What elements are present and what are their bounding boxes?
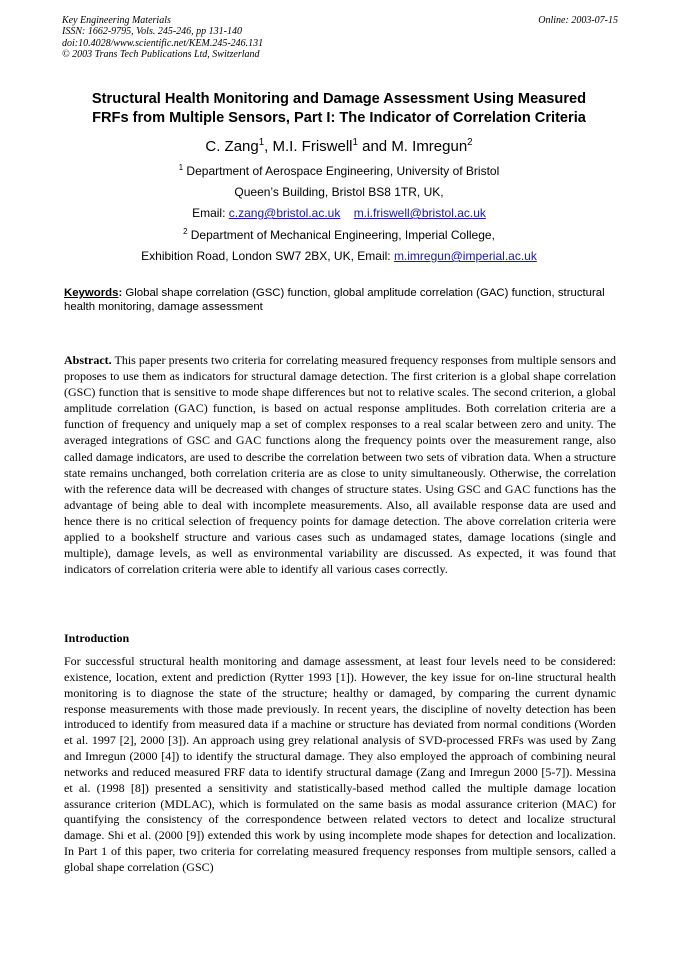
copyright: © 2003 Trans Tech Publications Ltd, Switzerland: [62, 49, 260, 61]
affiliation-text: Department of Mechanical Engineering, Imperial College,: [187, 228, 495, 242]
author-name: and M. Imregun: [357, 138, 468, 155]
affiliation-1-line-2: Queen’s Building, Bristol BS8 1TR, UK,: [234, 185, 444, 199]
issn: ISSN: 1662-9795, Vols. 245-246, pp 131-140: [62, 26, 242, 38]
journal-name: Key Engineering Materials: [62, 15, 171, 26]
affiliation-mark: 2: [183, 227, 188, 236]
author-list: [40, 138, 638, 155]
introduction-text: For successful structural health monitoring and damage assessment, at least four levels need to be considered: existence, location, extent and prediction (Rytter 1993 [1]). However, the key issue for on-line structural health monitoring is to diagnose the state of the structure; healthy or damaged, by comparing the current dynamic response measurements with those made previously. In recent years, the discipline of novelty detection has been introduced to identify from measured data if a machine or structure has deviated from normal conditions (Worden et al. 1997 [2], 2000 [3]). An approach using grey relational analysis of SVD-processed FRFs was used by Zang and Imregun (2000 [4]) to identify the structural damage. They also employed the approach of combining neural networks and reduced measured FRF data to identify structural damage (Zang and Imregun 2000 [5-7]). Messina et al. (1998 [8]) presented a sensitivity and statistically-based method called the multiple damage location assurance criterion (MDLAC), which is formulated on the same basis as modal assurance criterion (MAC) for quantifying the consistency of the correspondence between related vectors to detect and localize structural damage. Shi et al. (2000 [9]) extended this work by using incomplete mode shapes for detection and localization. In Part 1 of this paper, two criteria for correlating measured frequency responses from multiple sensors, called a global shape correlation (GSC): [64, 654, 616, 874]
affiliation-1-emails: [40, 206, 638, 220]
abstract-text: This paper presents two criteria for correlating measured frequency responses from multiple sensors and proposes to use them as indicators for structural damage detection. The first criterion is a global shape correlation (GSC) function that is sensitive to mode shape differences but not to relative scales. The second criterion, a global amplitude correlation (GAC) function, is based on actual response amplitudes. Both correlation criteria are a function of frequency and uniquely map a set of complex responses to a real scalar between zero and unity. The averaged integrations of GSC and GAC functions along the frequency points over the measurement range, also called damage indicators, are used to describe the correlation between two sets of vibration data. When a structure state remains unchanged, both correlation criteria are as close to unity simultaneously. Otherwise, the correlation with the reference data will be decreased with changes of structure states. Using GSC and GAC functions has the advantage of being able to deal with incomplete measurements. Also, all available response data are used and hence there is no critical selection of frequency points for damage detection. The above correlation criteria were applied to a bookshelf structure and various cases such as undamaged states, damage locations (single and multiple), damage levels, as well as environmental variability are discussed. As expected, it was found that indicators of correlation criteria were able to identify all various cases correctly.: [64, 353, 616, 577]
doi: doi:10.4028/www.scientific.net/KEM.245-246.131: [62, 37, 264, 49]
email-link-zang[interactable]: c.zang@bristol.ac.uk: [228, 206, 341, 220]
email-label: Email:: [192, 206, 229, 220]
keywords: [64, 286, 616, 314]
online-date: Online: 2003-07-15: [538, 15, 618, 26]
paper-title: [40, 90, 638, 128]
email-link-friswell[interactable]: m.i.friswell@bristol.ac.uk: [353, 206, 486, 220]
author-name: , M.I. Friswell: [264, 138, 353, 155]
title-line-1: Structural Health Monitoring and Damage Assessment Using Measured: [91, 91, 587, 107]
title-line-2: FRFs from Multiple Sensors, Part I: The Indicator of Correlation Criteria: [92, 110, 586, 126]
affiliation-text: Department of Aerospace Engineering, University of Bristol: [183, 164, 500, 178]
author-name: C. Zang: [205, 138, 259, 155]
abstract: [64, 352, 616, 577]
email-link-imregun[interactable]: m.imregun@imperial.ac.uk: [393, 249, 537, 263]
journal-header: [62, 15, 618, 61]
affiliation-1-line-1: [40, 164, 638, 178]
keywords-colon: :: [118, 287, 123, 299]
abstract-label: Abstract.: [64, 353, 112, 367]
introduction-heading: Introduction: [64, 631, 130, 645]
author-affiliation-mark: 1: [258, 137, 265, 148]
keywords-text: Global shape correlation (GSC) function, global amplitude correlation (GAC) function, structural health monitoring, damage assessment: [64, 287, 605, 314]
author-affiliation-mark: 2: [467, 137, 473, 148]
author-affiliation-mark: 1: [352, 137, 358, 148]
affiliation-2-line-2: [40, 249, 638, 263]
affiliation-2-line-1: [40, 228, 638, 242]
keywords-label: Keywords: [64, 287, 119, 299]
affiliation-mark: 1: [178, 163, 184, 172]
affiliation-text: Exhibition Road, London SW7 2BX, UK, Email:: [141, 249, 394, 263]
